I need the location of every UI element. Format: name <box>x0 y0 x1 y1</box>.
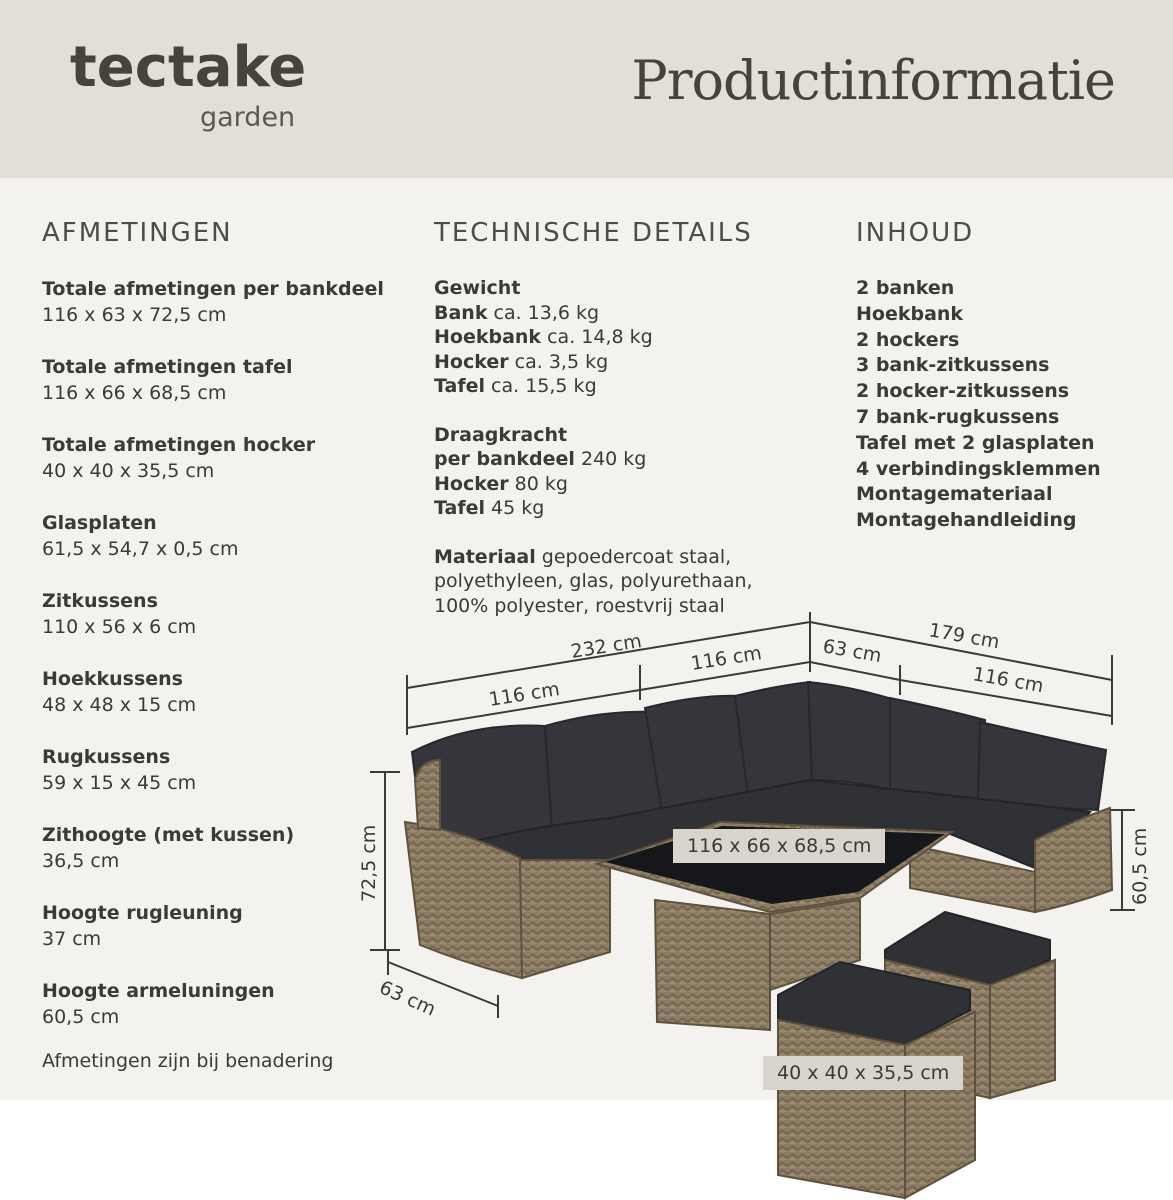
row-label: Bank <box>434 301 488 324</box>
row-label: per bankdeel <box>434 448 575 470</box>
page-title: Productinformatie <box>631 49 1115 112</box>
brand-logo: tectake <box>70 35 307 100</box>
inhoud-item: Hoekbank <box>856 302 964 325</box>
spec-value: 61,5 x 54,7 x 0,5 cm <box>42 538 239 560</box>
row-label: Hoekbank <box>434 326 542 348</box>
spec-value: 116 x 63 x 72,5 cm <box>42 304 227 326</box>
brand-logo-sub: garden <box>200 102 296 133</box>
row-label: Hocker <box>434 350 509 373</box>
inhoud-heading: INHOUD <box>856 218 975 248</box>
spec-label: Totale afmetingen per bankdeel <box>42 278 384 300</box>
spec-value: 40 x 40 x 35,5 cm <box>42 460 215 482</box>
spec-value: 48 x 48 x 15 cm <box>42 694 197 716</box>
materiaal-value: gepoedercoat staal, <box>541 545 732 568</box>
spec-label: Glasplaten <box>42 512 157 534</box>
materiaal-line: polyethyleen, glas, polyurethaan, <box>434 570 753 592</box>
draagkracht-label: Draagkracht <box>434 423 568 446</box>
row-value: ca. 13,6 kg <box>493 301 600 324</box>
row-value: ca. 3,5 kg <box>514 350 609 373</box>
row-value: 240 kg <box>581 448 647 470</box>
hocker-dimension-tag: 40 x 40 x 35,5 cm <box>763 1056 963 1090</box>
dim-63-top: 63 cm <box>821 635 884 668</box>
afmetingen-heading: AFMETINGEN <box>42 218 233 248</box>
gewicht-label: Gewicht <box>434 277 521 299</box>
row-label: Tafel <box>434 375 485 397</box>
dim-72-5: 72,5 cm <box>358 824 380 902</box>
spec-label: Zitkussens <box>42 590 158 612</box>
approximation-note: Afmetingen zijn bij benadering <box>42 1050 334 1072</box>
spec-label: Hoogte rugleuning <box>42 902 243 924</box>
technisch-heading: TECHNISCHE DETAILS <box>434 218 753 248</box>
spec-value: 59 x 15 x 45 cm <box>42 772 197 794</box>
dim-179: 179 cm <box>927 619 1002 654</box>
row-value: ca. 15,5 kg <box>491 375 597 397</box>
inhoud-item: 2 hocker-zitkussens <box>856 380 1070 403</box>
dim-116-right: 116 cm <box>971 663 1046 698</box>
inhoud-item: 2 banken <box>856 277 955 299</box>
inhoud-item: 7 bank-rugkussens <box>856 405 1060 428</box>
dim-63-side: 63 cm <box>375 976 439 1021</box>
dim-116-middle: 116 cm <box>689 642 764 675</box>
row-label: Tafel <box>434 497 485 519</box>
dim-232: 232 cm <box>569 630 644 663</box>
row-value: 80 kg <box>514 472 568 495</box>
spec-label: Zithoogte (met kussen) <box>42 824 295 846</box>
inhoud-item: 2 hockers <box>856 328 960 351</box>
spec-value: 60,5 cm <box>42 1006 120 1028</box>
inhoud-item: Tafel met 2 glasplaten <box>856 431 1095 454</box>
inhoud-item: Montagemateriaal <box>856 483 1053 506</box>
dim-60-5: 60,5 cm <box>1129 827 1151 905</box>
row-label: Hocker <box>434 472 509 495</box>
row-value: ca. 14,8 kg <box>547 326 653 348</box>
row-value: 45 kg <box>491 497 545 519</box>
inhoud-item: 4 verbindingsklemmen <box>856 457 1101 480</box>
spec-label: Hoekkussens <box>42 668 183 690</box>
spec-label: Hoogte armeluningen <box>42 980 275 1002</box>
spec-label: Totale afmetingen hocker <box>42 434 316 456</box>
spec-value: 116 x 66 x 68,5 cm <box>42 382 227 404</box>
materiaal-line: 100% polyester, roestvrij staal <box>434 594 725 617</box>
spec-label: Rugkussens <box>42 746 171 768</box>
spec-value: 110 x 56 x 6 cm <box>42 616 197 638</box>
inhoud-item: Montagehandleiding <box>856 509 1077 532</box>
inhoud-item: 3 bank-zitkussens <box>856 354 1050 377</box>
table-dimension-tag: 116 x 66 x 68,5 cm <box>673 829 885 863</box>
spec-label: Totale afmetingen tafel <box>42 356 293 378</box>
dim-116-left: 116 cm <box>487 678 562 711</box>
materiaal-label: Materiaal <box>434 545 536 568</box>
spec-value: 37 cm <box>42 928 102 950</box>
spec-value: 36,5 cm <box>42 850 120 872</box>
